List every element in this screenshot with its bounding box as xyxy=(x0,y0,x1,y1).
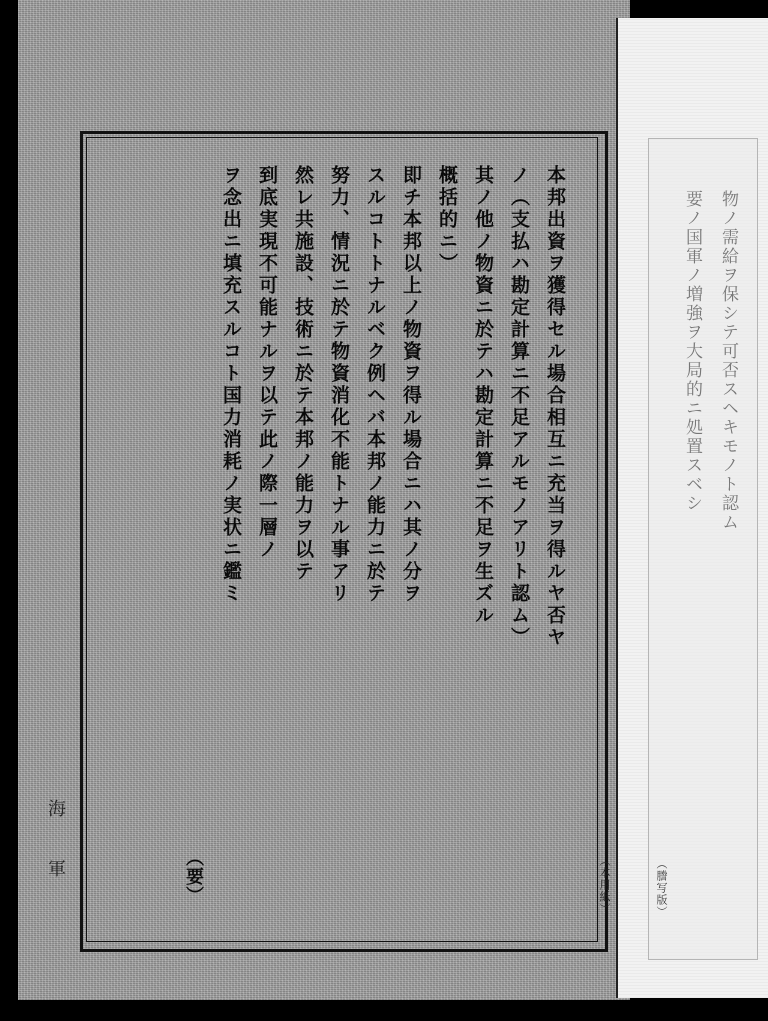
margin-label: 軍 xyxy=(48,859,66,880)
text-column-10: ヲ念出ニ填充スルコト国力消耗ノ実状ニ鑑ミ xyxy=(220,165,242,605)
text-column-6: スルコトトナルベク例ヘバ本邦ノ能力ニ於テ xyxy=(364,165,386,605)
text-column-3: 其ノ他ノ物資ニ於テハ勘定計算ニ不足ヲ生ズル xyxy=(472,165,494,627)
facing-page-column: 要ノ国軍ノ増強ヲ大局的ニ処置スベシ xyxy=(682,190,702,513)
facing-page-column: 物ノ需給ヲ保シテ可否スヘキモノト認ム xyxy=(718,190,738,532)
margin-label: 海 xyxy=(48,799,66,820)
text-column-2: ノ（支払ハ勘定計算ニ不足アルモノアリト認ム） xyxy=(508,165,530,649)
text-column-7: 努力、情況ニ於テ物資消化不能トナル事アリ xyxy=(328,165,350,605)
text-column-1: 本邦出資ヲ獲得セル場合相互ニ充当ヲ得ルヤ否ヤ xyxy=(544,165,566,649)
closing-mark: （要） xyxy=(183,848,204,905)
facing-page-note: （謄写版） xyxy=(655,858,668,918)
text-column-5: 即チ本邦以上ノ物資ヲ得ル場合ニハ其ノ分ヲ xyxy=(400,165,422,605)
text-column-9: 到底実現不可能ナルヲ以テ此ノ際一層ノ xyxy=(256,165,278,561)
text-column-4: 概括的ニ） xyxy=(436,165,458,275)
text-column-8: 然レ共施設、技術ニ於テ本邦ノ能力ヲ以テ xyxy=(292,165,314,583)
margin-note: （本用紙） xyxy=(598,855,611,915)
